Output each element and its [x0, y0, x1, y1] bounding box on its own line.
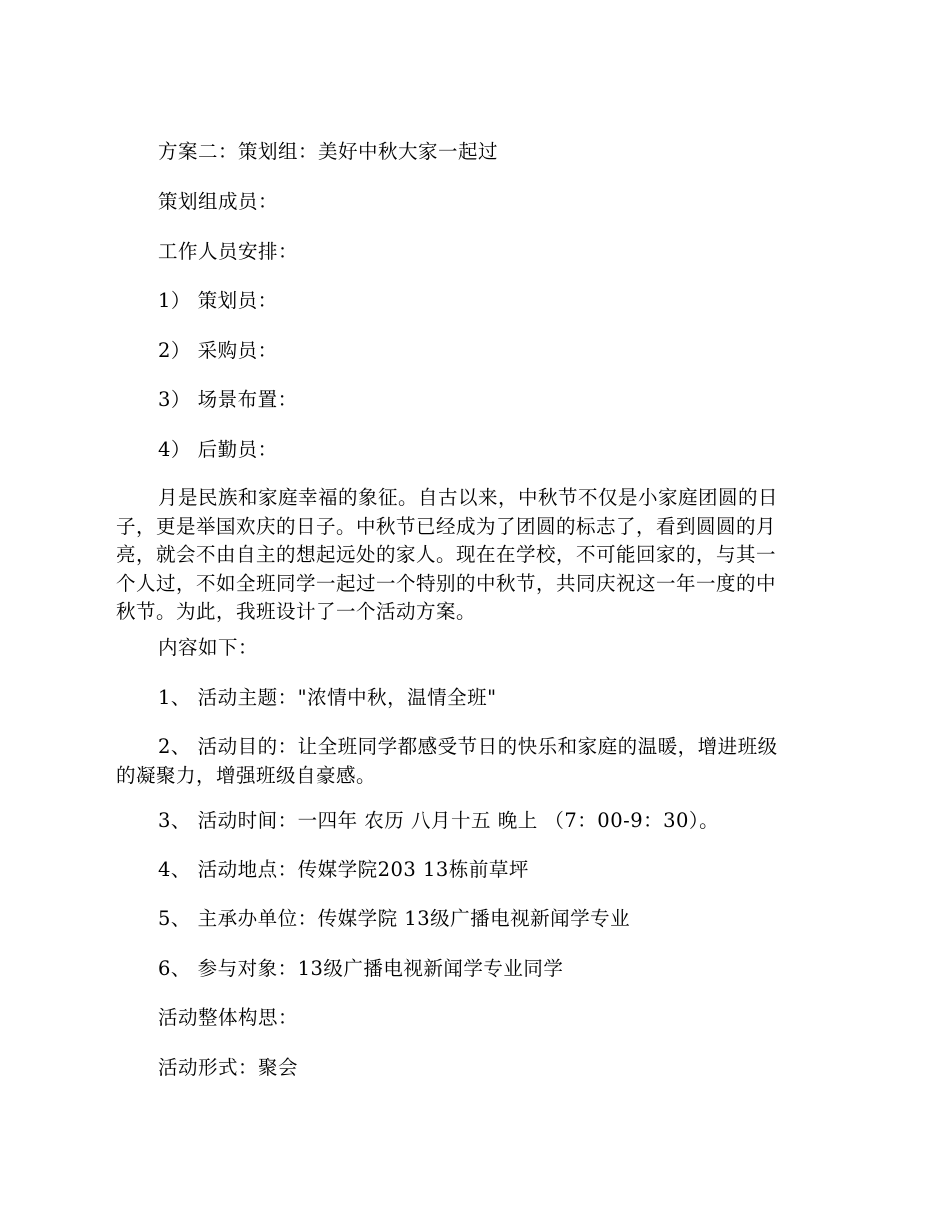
staff-item: 2） 采购员：: [158, 339, 278, 362]
intro-paragraph: [116, 484, 838, 627]
item-location: 4、 活动地点：传媒学院203 13栋前草坪: [158, 858, 529, 881]
staff-item: 3） 场景布置：: [158, 388, 298, 411]
item-theme: 1、 活动主题："浓情中秋，温情全班": [158, 686, 497, 709]
item-participants: 6、 参与对象：13级广播电视新闻学专业同学: [158, 957, 564, 980]
item-organizer: 5、 主承办单位：传媒学院 13级广播电视新闻学专业: [158, 907, 631, 930]
paragraph-line: 个人过，不如全班同学一起过一个特别的中秋节，共同庆祝这一年一度的中: [116, 571, 777, 595]
members-label: 策划组成员：: [158, 190, 279, 213]
paragraph-line: 亮，就会不由自主的想起远处的家人。现在在学校，不可能回家的，与其一: [116, 543, 777, 567]
item-time: 3、 活动时间：一四年 农历 八月十五 晚上 （7：00-9：30）。: [158, 809, 720, 832]
item-purpose: [116, 733, 838, 790]
staff-item: 1） 策划员：: [158, 289, 278, 312]
paragraph-line: 月是民族和家庭幸福的象征。自古以来，中秋节不仅是小家庭团圆的日: [158, 486, 779, 509]
document-title: 方案二：策划组：美好中秋大家一起过: [158, 140, 499, 163]
concept-label: 活动整体构思：: [158, 1006, 299, 1029]
staff-item: 4） 后勤员：: [158, 438, 278, 461]
paragraph-line: 子，更是举国欢庆的日子。中秋节已经成为了团圆的标志了，看到圆圆的月: [116, 514, 777, 538]
content-label: 内容如下：: [158, 636, 259, 659]
paragraph-line: 的凝聚力，增强班级自豪感。: [116, 763, 377, 787]
paragraph-line: 秋节。为此，我班设计了一个活动方案。: [116, 600, 477, 624]
form-label: 活动形式：聚会: [158, 1056, 299, 1079]
paragraph-line: 2、 活动目的：让全班同学都感受节日的快乐和家庭的温暖，增进班级: [158, 735, 778, 758]
staff-label: 工作人员安排：: [158, 240, 299, 263]
